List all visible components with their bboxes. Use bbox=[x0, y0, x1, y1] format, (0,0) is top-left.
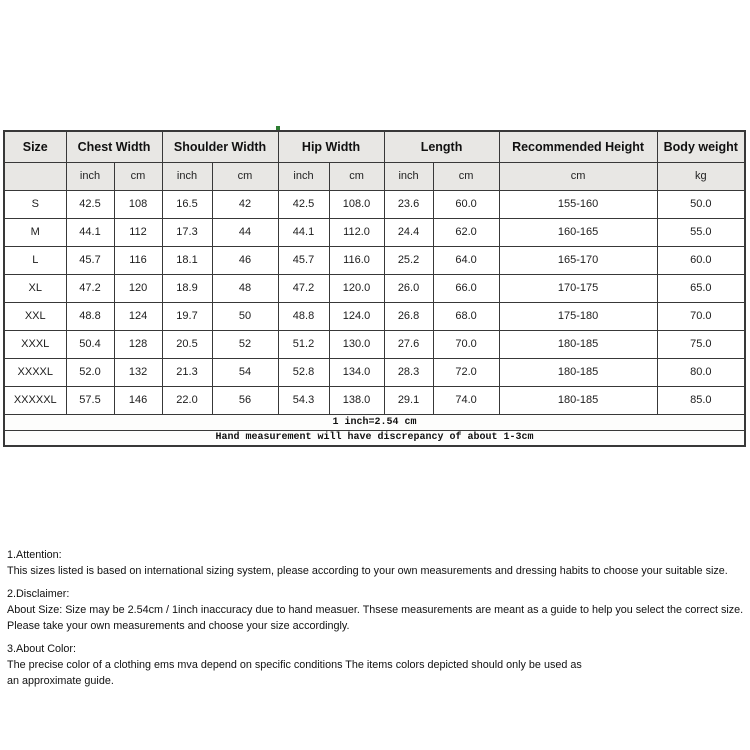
column-header-size: Size bbox=[4, 131, 66, 162]
note-line: This sizes listed is based on international sizing system, please according to your own measurements and dressing habits to choose your suitable size. bbox=[7, 565, 728, 577]
note-line: an approximate guide. bbox=[7, 675, 114, 687]
value-cell: 24.4 bbox=[384, 218, 433, 246]
value-cell: 26.0 bbox=[384, 274, 433, 302]
value-cell: 60.0 bbox=[433, 190, 499, 218]
value-cell: 56 bbox=[212, 386, 278, 414]
value-cell: 54.3 bbox=[278, 386, 329, 414]
note-heading: 2.Disclaimer: bbox=[7, 588, 70, 600]
value-cell: 29.1 bbox=[384, 386, 433, 414]
value-cell: 155-160 bbox=[499, 190, 657, 218]
value-cell: 120.0 bbox=[329, 274, 384, 302]
value-cell: 66.0 bbox=[433, 274, 499, 302]
table-row-l bbox=[4, 246, 745, 274]
value-cell: 19.7 bbox=[162, 302, 212, 330]
value-cell: 134.0 bbox=[329, 358, 384, 386]
table-row-xl bbox=[4, 274, 745, 302]
value-cell: 57.5 bbox=[66, 386, 114, 414]
size-cell: XXXL bbox=[4, 330, 66, 358]
value-cell: 160-165 bbox=[499, 218, 657, 246]
unit-shoulder-inch: inch bbox=[162, 162, 212, 190]
value-cell: 72.0 bbox=[433, 358, 499, 386]
value-cell: 42.5 bbox=[66, 190, 114, 218]
value-cell: 112 bbox=[114, 218, 162, 246]
value-cell: 130.0 bbox=[329, 330, 384, 358]
value-cell: 44.1 bbox=[278, 218, 329, 246]
header-row bbox=[4, 131, 745, 162]
value-cell: 26.8 bbox=[384, 302, 433, 330]
column-header-hip-width: Hip Width bbox=[278, 131, 384, 162]
value-cell: 50 bbox=[212, 302, 278, 330]
value-cell: 46 bbox=[212, 246, 278, 274]
note-heading: 1.Attention: bbox=[7, 549, 62, 561]
value-cell: 44 bbox=[212, 218, 278, 246]
value-cell: 48 bbox=[212, 274, 278, 302]
value-cell: 48.8 bbox=[66, 302, 114, 330]
value-cell: 180-185 bbox=[499, 330, 657, 358]
value-cell: 80.0 bbox=[657, 358, 745, 386]
value-cell: 18.1 bbox=[162, 246, 212, 274]
value-cell: 55.0 bbox=[657, 218, 745, 246]
value-cell: 54 bbox=[212, 358, 278, 386]
unit-chest-inch: inch bbox=[66, 162, 114, 190]
unit-height-cm: cm bbox=[499, 162, 657, 190]
value-cell: 42.5 bbox=[278, 190, 329, 218]
value-cell: 48.8 bbox=[278, 302, 329, 330]
note-heading: 3.About Color: bbox=[7, 643, 77, 655]
value-cell: 27.6 bbox=[384, 330, 433, 358]
size-cell: XXL bbox=[4, 302, 66, 330]
value-cell: 180-185 bbox=[499, 358, 657, 386]
size-cell: XXXXL bbox=[4, 358, 66, 386]
value-cell: 116.0 bbox=[329, 246, 384, 274]
value-cell: 28.3 bbox=[384, 358, 433, 386]
value-cell: 68.0 bbox=[433, 302, 499, 330]
note-line: The precise color of a clothing ems mva depend on specific conditions The items colors depicted should only be used as bbox=[7, 659, 582, 671]
value-cell: 22.0 bbox=[162, 386, 212, 414]
value-cell: 85.0 bbox=[657, 386, 745, 414]
note-line: Please take your own measurements and choose your size accordingly. bbox=[7, 620, 350, 632]
column-header-chest-width: Chest Width bbox=[66, 131, 162, 162]
value-cell: 108 bbox=[114, 190, 162, 218]
value-cell: 52.0 bbox=[66, 358, 114, 386]
value-cell: 64.0 bbox=[433, 246, 499, 274]
value-cell: 165-170 bbox=[499, 246, 657, 274]
value-cell: 112.0 bbox=[329, 218, 384, 246]
notes-block bbox=[7, 547, 747, 696]
value-cell: 180-185 bbox=[499, 386, 657, 414]
value-cell: 52.8 bbox=[278, 358, 329, 386]
unit-hip-cm: cm bbox=[329, 162, 384, 190]
value-cell: 65.0 bbox=[657, 274, 745, 302]
column-header-length: Length bbox=[384, 131, 499, 162]
value-cell: 45.7 bbox=[278, 246, 329, 274]
value-cell: 23.6 bbox=[384, 190, 433, 218]
value-cell: 20.5 bbox=[162, 330, 212, 358]
table-row-xxxxxl bbox=[4, 386, 745, 414]
unit-shoulder-cm: cm bbox=[212, 162, 278, 190]
size-chart-table bbox=[3, 130, 746, 447]
footnote-inch-conversion: 1 inch=2.54 cm bbox=[4, 414, 745, 430]
size-cell: M bbox=[4, 218, 66, 246]
footnote-hand-measurement: Hand measurement will have discrepancy of about 1-3cm bbox=[4, 430, 745, 446]
table-row-s bbox=[4, 190, 745, 218]
value-cell: 45.7 bbox=[66, 246, 114, 274]
table-row-xxxxl bbox=[4, 358, 745, 386]
value-cell: 62.0 bbox=[433, 218, 499, 246]
value-cell: 70.0 bbox=[433, 330, 499, 358]
value-cell: 75.0 bbox=[657, 330, 745, 358]
value-cell: 17.3 bbox=[162, 218, 212, 246]
column-header-recommended-height: Recommended Height bbox=[499, 131, 657, 162]
units-row bbox=[4, 162, 745, 190]
value-cell: 175-180 bbox=[499, 302, 657, 330]
column-header-shoulder-width: Shoulder Width bbox=[162, 131, 278, 162]
value-cell: 52 bbox=[212, 330, 278, 358]
table-row-xxl bbox=[4, 302, 745, 330]
value-cell: 74.0 bbox=[433, 386, 499, 414]
value-cell: 51.2 bbox=[278, 330, 329, 358]
unit-length-inch: inch bbox=[384, 162, 433, 190]
value-cell: 42 bbox=[212, 190, 278, 218]
value-cell: 128 bbox=[114, 330, 162, 358]
value-cell: 108.0 bbox=[329, 190, 384, 218]
value-cell: 47.2 bbox=[278, 274, 329, 302]
table-row-xxxl bbox=[4, 330, 745, 358]
size-chart-table-wrap bbox=[3, 130, 744, 447]
value-cell: 124 bbox=[114, 302, 162, 330]
value-cell: 116 bbox=[114, 246, 162, 274]
value-cell: 47.2 bbox=[66, 274, 114, 302]
value-cell: 50.4 bbox=[66, 330, 114, 358]
empty-unit-cell bbox=[4, 162, 66, 190]
footnote-row-hand-measurement bbox=[4, 430, 745, 446]
value-cell: 60.0 bbox=[657, 246, 745, 274]
value-cell: 25.2 bbox=[384, 246, 433, 274]
value-cell: 170-175 bbox=[499, 274, 657, 302]
unit-weight-kg: kg bbox=[657, 162, 745, 190]
unit-hip-inch: inch bbox=[278, 162, 329, 190]
size-cell: L bbox=[4, 246, 66, 274]
column-header-body-weight: Body weight bbox=[657, 131, 745, 162]
value-cell: 18.9 bbox=[162, 274, 212, 302]
value-cell: 50.0 bbox=[657, 190, 745, 218]
value-cell: 70.0 bbox=[657, 302, 745, 330]
value-cell: 124.0 bbox=[329, 302, 384, 330]
note-disclaimer bbox=[7, 586, 747, 634]
note-about-color bbox=[7, 641, 747, 689]
table-row-m bbox=[4, 218, 745, 246]
note-line: About Size: Size may be 2.54cm / 1inch inaccuracy due to hand measuer. Thsese measurements are meant as a guide to help you select the correct size. bbox=[7, 604, 744, 616]
value-cell: 44.1 bbox=[66, 218, 114, 246]
value-cell: 132 bbox=[114, 358, 162, 386]
note-attention bbox=[7, 547, 747, 579]
value-cell: 146 bbox=[114, 386, 162, 414]
size-cell: XL bbox=[4, 274, 66, 302]
unit-chest-cm: cm bbox=[114, 162, 162, 190]
size-cell: XXXXXL bbox=[4, 386, 66, 414]
footnote-row-inch-conversion bbox=[4, 414, 745, 430]
value-cell: 138.0 bbox=[329, 386, 384, 414]
value-cell: 120 bbox=[114, 274, 162, 302]
unit-length-cm: cm bbox=[433, 162, 499, 190]
size-cell: S bbox=[4, 190, 66, 218]
value-cell: 21.3 bbox=[162, 358, 212, 386]
value-cell: 16.5 bbox=[162, 190, 212, 218]
